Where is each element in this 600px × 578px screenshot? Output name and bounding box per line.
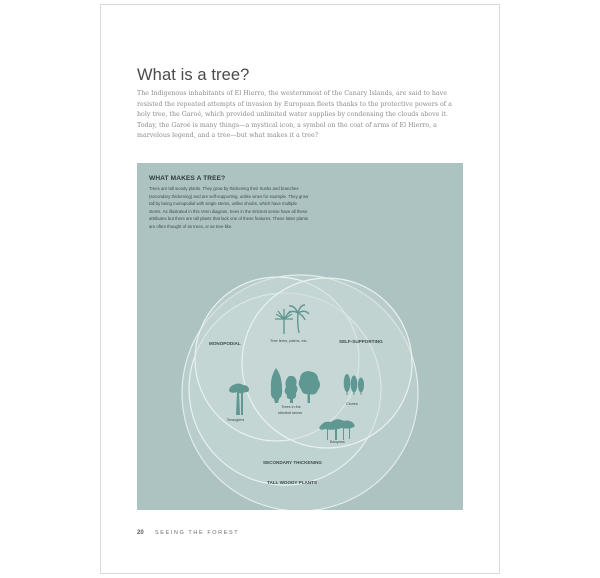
venn-diagram [137,163,463,510]
panel-title: WHAT MAKES A TREE? [149,175,226,182]
label-self-supporting: SELF-SUPPORTING [339,339,383,344]
intro-paragraph: The Indigenous inhabitants of El Hierro, the westernmost of the Canary Islands, are said to have resisted the repeated attempts of invasion by European fleets thanks to the protective powers of a holy tree, the Garoé, which provided unlimited water supplies by condensing the clouds above it. Today, the Garoé is many things—a mystical icon, a symbol on the coat of arms of El Hierro, a marvelous legend, and a tree—but what makes it a tree? [137,90,452,139]
running-title: SEEING THE FOREST [155,530,240,536]
label-clones: Clones [346,402,358,406]
page-heading: What is a tree? [137,66,250,84]
label-trees-strictest-1: Trees in the [281,405,301,409]
label-banyans: Banyans [330,440,345,444]
label-trees-strictest-2: strictest sense [278,411,303,415]
label-secondary-thickening: SECONDARY THICKENING [263,460,322,465]
label-monopodial: MONOPODIAL [209,341,241,346]
label-tree-ferns-palms: Tree ferns, palms, etc. [270,339,308,343]
label-stranglers: Stranglers [227,418,245,422]
what-makes-a-tree-panel [137,163,463,510]
page-number: 20 [137,530,144,536]
panel-body-text: Trees are tall woody plants. They grow by thickening their trunks and branches (secondary thickening) and are self-supporting, unlike vines for example. They grow tall by being monopodial with single stems, unlike shrubs, which have multiple stems. As illustrated in this Venn diagram, trees in the strictest sense have all these attributes but there are tall plants that lack one of these features. These latter plants are often thought of as trees, or as tree-like. [149,186,309,229]
label-tall-woody-plants: TALL WOODY PLANTS [267,480,318,485]
